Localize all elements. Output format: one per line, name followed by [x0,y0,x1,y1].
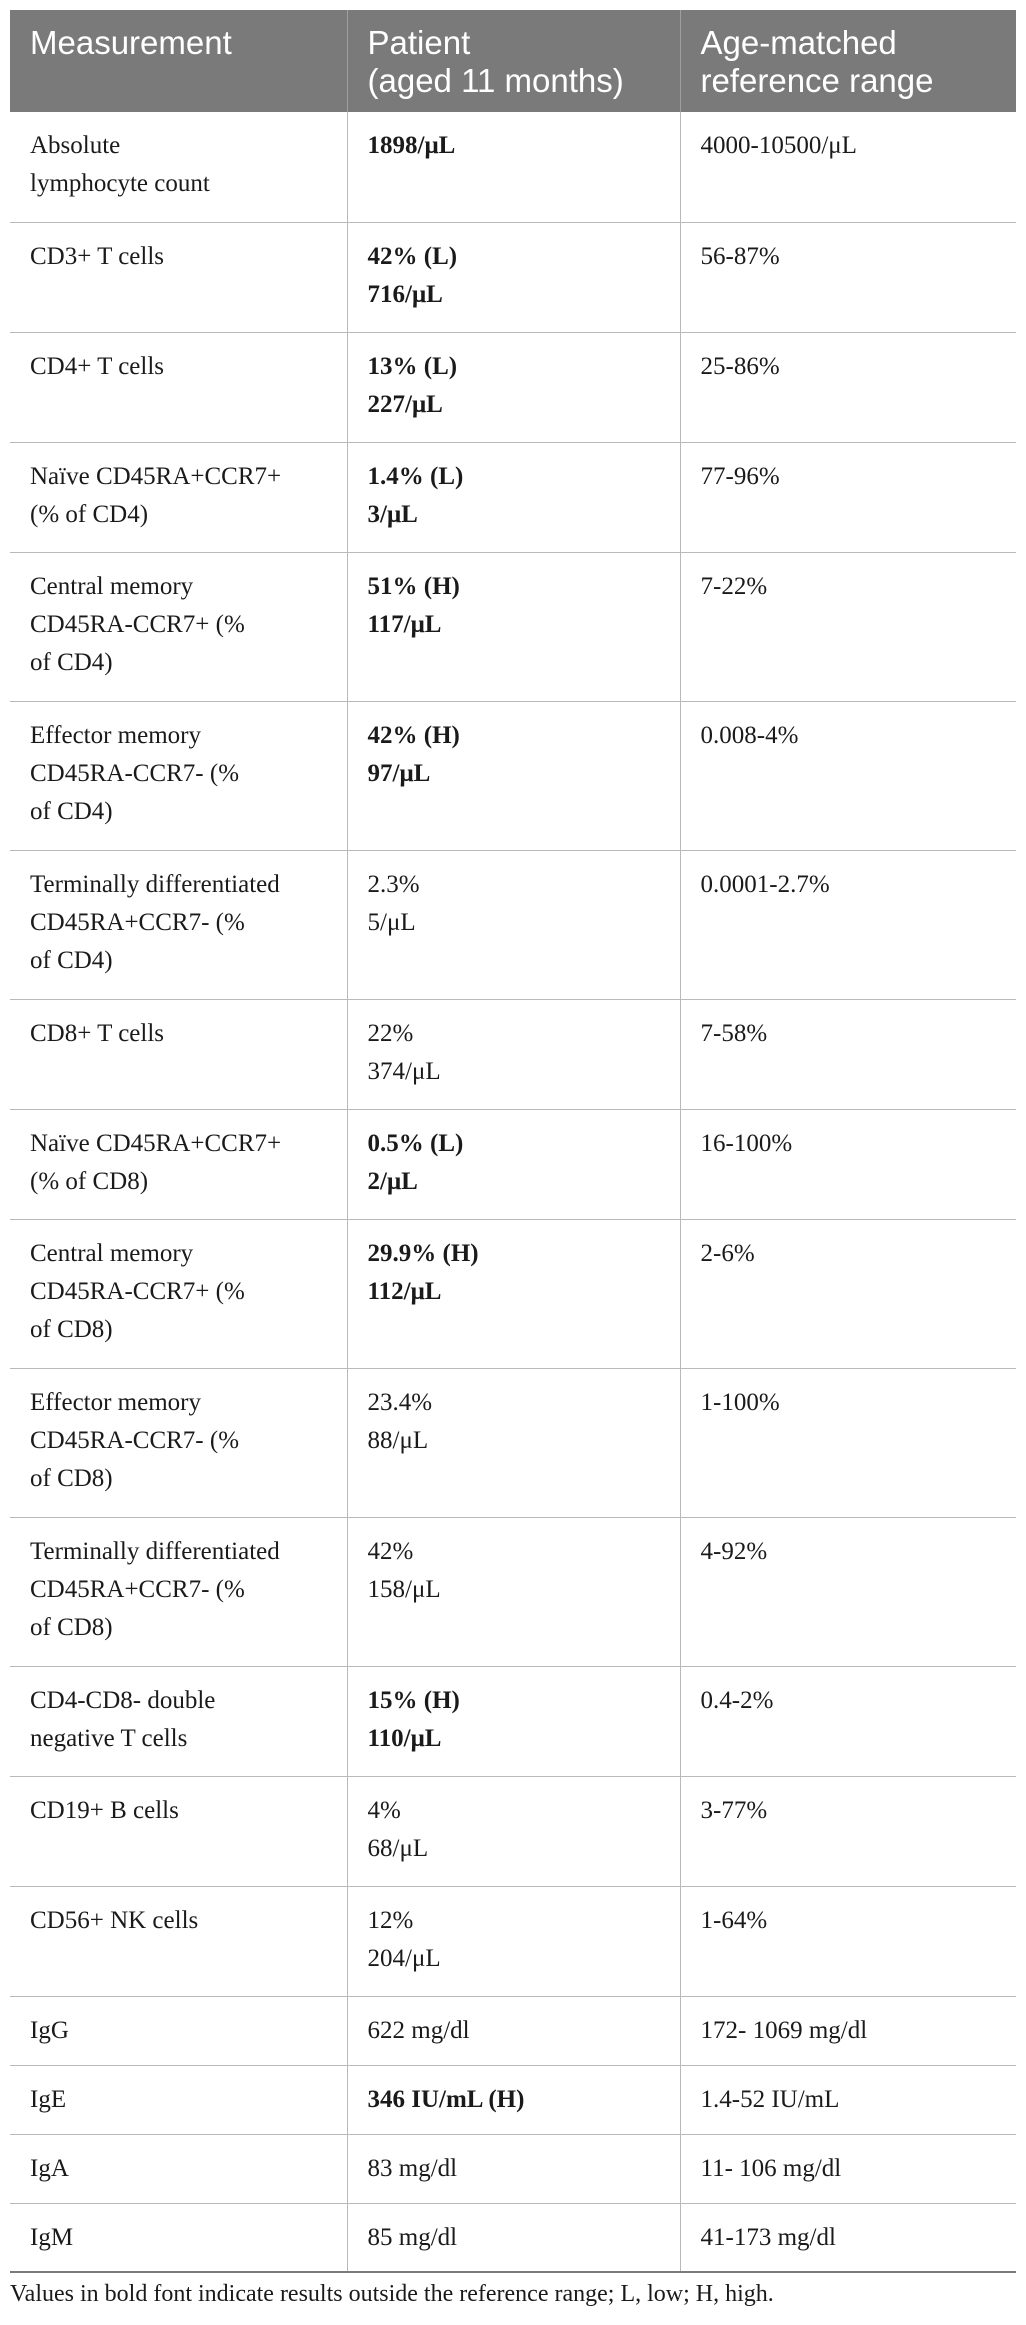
reference-range-value: 172- 1069 mg/dl [700,2016,868,2044]
patient-value: 29.9% (H) [367,1239,479,1267]
table-row [10,1368,1016,1517]
patient-value: 716/μL [367,280,443,308]
table-row [10,1109,1016,1219]
patient-value: 1.4% (L) [367,462,464,490]
measurement-text: CD4-CD8- double [30,1686,216,1714]
reference-range-cell [680,1219,1016,1368]
header-patient-line: (aged 11 months) [367,62,624,99]
header-patient [347,10,680,112]
measurement-text: CD45RA-CCR7+ (% [30,1277,245,1305]
measurement-text: CD8+ T cells [30,1019,165,1047]
header-row [10,10,1016,112]
patient-value-cell [347,1219,680,1368]
measurement-text: (% of CD8) [30,1167,149,1195]
reference-range-value: 0.4-2% [700,1686,774,1714]
patient-value: 83 mg/dl [367,2154,458,2182]
measurement-cell [10,999,347,1109]
measurement-text: Effector memory [30,1388,201,1416]
reference-range-value: 7-58% [700,1019,768,1047]
header-reference-line: reference range [700,62,934,99]
patient-value-cell [347,112,680,222]
measurement-text: negative T cells [30,1724,188,1752]
measurement-cell [10,222,347,332]
patient-value: 42% (H) [367,721,460,749]
measurement-cell [10,2134,347,2203]
patient-value: 68/μL [367,1834,429,1862]
table-row [10,2203,1016,2272]
patient-value: 227/μL [367,390,443,418]
patient-value: 12% [367,1906,414,1934]
measurement-text: CD45RA+CCR7- (% [30,1575,245,1603]
immunology-results-table [10,10,1016,2273]
reference-range-cell [680,2065,1016,2134]
patient-value: 622 mg/dl [367,2016,470,2044]
header-reference-range [680,10,1016,112]
reference-range-value: 3-77% [700,1796,768,1824]
reference-range-cell [680,2134,1016,2203]
measurement-cell [10,850,347,999]
patient-value: 346 IU/mL (H) [367,2085,525,2113]
reference-range-cell [680,1666,1016,1776]
table-row [10,1886,1016,1996]
measurement-text: CD45RA+CCR7- (% [30,908,245,936]
measurement-text: lymphocyte count [30,170,210,197]
reference-range-value: 1-64% [700,1906,768,1934]
table-row [10,999,1016,1109]
patient-value-cell [347,2134,680,2203]
table-row [10,2134,1016,2203]
table-row [10,1219,1016,1368]
patient-value: 85 mg/dl [367,2223,458,2251]
measurement-text: IgM [30,2223,74,2251]
reference-range-cell [680,1886,1016,1996]
table-row [10,332,1016,442]
table-header [10,10,1016,112]
measurement-text: of CD8) [30,1464,113,1492]
table-row [10,1517,1016,1666]
reference-range-value: 0.0001-2.7% [700,870,830,898]
measurement-text: of CD8) [30,1613,113,1641]
reference-range-cell [680,442,1016,552]
table-row [10,850,1016,999]
measurement-text: Central memory [30,572,194,600]
reference-range-value: 2-6% [700,1239,755,1267]
patient-value: 158/μL [367,1575,441,1603]
table-row [10,701,1016,850]
measurement-text: Terminally differentiated [30,870,280,898]
patient-value-cell [347,850,680,999]
patient-value: 112/μL [367,1277,442,1305]
reference-range-value: 41-173 mg/dl [700,2223,836,2251]
patient-value: 51% (H) [367,572,460,600]
reference-range-cell [680,1517,1016,1666]
measurement-text: CD19+ B cells [30,1796,179,1824]
reference-range-value: 11- 106 mg/dl [700,2154,842,2182]
measurement-cell [10,442,347,552]
reference-range-cell [680,850,1016,999]
patient-value: 1898/μL [367,132,456,159]
patient-value: 42% [367,1537,414,1565]
patient-value: 42% (L) [367,242,458,270]
reference-range-value: 4000-10500/μL [700,132,857,159]
patient-value: 2/μL [367,1167,418,1195]
measurement-text: Effector memory [30,721,201,749]
table-row [10,1776,1016,1886]
patient-value-cell [347,222,680,332]
measurement-text: CD45RA-CCR7- (% [30,759,240,787]
table-row [10,222,1016,332]
patient-value-cell [347,552,680,701]
measurement-cell [10,701,347,850]
patient-value: 2.3% [367,870,420,898]
patient-value: 374/μL [367,1057,441,1085]
table-body [10,112,1016,2272]
reference-range-cell [680,1996,1016,2065]
patient-value: 22% [367,1019,414,1047]
patient-value: 5/μL [367,908,416,936]
reference-range-value: 77-96% [700,462,780,490]
patient-value-cell [347,1368,680,1517]
measurement-text: CD56+ NK cells [30,1906,199,1934]
patient-value: 97/μL [367,759,431,787]
measurement-text: of CD4) [30,946,113,974]
table-row [10,442,1016,552]
reference-range-value: 56-87% [700,242,780,270]
reference-range-cell [680,701,1016,850]
results-table-container [10,10,1016,2308]
measurement-cell [10,112,347,222]
reference-range-cell [680,2203,1016,2272]
table-row [10,112,1016,222]
header-reference-line: Age-matched [700,24,897,61]
measurement-cell [10,1368,347,1517]
measurement-cell [10,552,347,701]
measurement-text: Terminally differentiated [30,1537,280,1565]
table-row [10,2065,1016,2134]
measurement-cell [10,2203,347,2272]
measurement-text: (% of CD4) [30,500,149,528]
patient-value: 13% (L) [367,352,458,380]
reference-range-value: 0.008-4% [700,721,799,749]
reference-range-value: 25-86% [700,352,780,380]
patient-value-cell [347,2203,680,2272]
measurement-text: CD45RA-CCR7+ (% [30,610,245,638]
measurement-text: Absolute [30,132,121,159]
measurement-text: CD45RA-CCR7- (% [30,1426,240,1454]
patient-value-cell [347,1666,680,1776]
reference-range-cell [680,1776,1016,1886]
measurement-text: CD4+ T cells [30,352,165,380]
patient-value-cell [347,999,680,1109]
header-patient-line: Patient [367,24,471,61]
reference-range-cell [680,222,1016,332]
patient-value: 88/μL [367,1426,429,1454]
reference-range-cell [680,552,1016,701]
header-measurement: Measurement [10,10,347,112]
measurement-cell [10,1886,347,1996]
reference-range-value: 7-22% [700,572,768,600]
measurement-cell [10,1666,347,1776]
patient-value-cell [347,1886,680,1996]
reference-range-value: 1.4-52 IU/mL [700,2085,840,2113]
measurement-cell [10,2065,347,2134]
patient-value: 204/μL [367,1944,441,1972]
patient-value: 0.5% (L) [367,1129,464,1157]
measurement-cell [10,1517,347,1666]
measurement-text: of CD4) [30,648,113,676]
table-footnote: Values in bold font indicate results outside the reference range; L, low; H, high. [10,2281,774,2307]
reference-range-value: 1-100% [700,1388,780,1416]
measurement-cell [10,1219,347,1368]
reference-range-cell [680,999,1016,1109]
patient-value: 4% [367,1796,401,1824]
patient-value: 117/μL [367,610,442,638]
patient-value-cell [347,701,680,850]
measurement-text: IgA [30,2154,69,2182]
reference-range-cell [680,1368,1016,1517]
patient-value-cell [347,2065,680,2134]
reference-range-value: 4-92% [700,1537,768,1565]
patient-value: 15% (H) [367,1686,460,1714]
patient-value-cell [347,1517,680,1666]
measurement-cell [10,1996,347,2065]
measurement-text: IgE [30,2085,67,2113]
measurement-text: Central memory [30,1239,194,1267]
reference-range-value: 16-100% [700,1129,793,1157]
measurement-text: of CD4) [30,797,113,825]
measurement-text: CD3+ T cells [30,242,165,270]
patient-value-cell [347,332,680,442]
measurement-text: Naïve CD45RA+CCR7+ [30,462,282,490]
measurement-cell [10,332,347,442]
patient-value: 23.4% [367,1388,433,1416]
measurement-text: Naïve CD45RA+CCR7+ [30,1129,282,1157]
measurement-cell [10,1109,347,1219]
reference-range-cell [680,332,1016,442]
patient-value: 3/μL [367,500,418,528]
patient-value-cell [347,1776,680,1886]
measurement-text: of CD8) [30,1315,113,1343]
patient-value-cell [347,1996,680,2065]
table-row [10,1666,1016,1776]
measurement-cell [10,1776,347,1886]
patient-value: 110/μL [367,1724,442,1752]
table-row [10,1996,1016,2065]
patient-value-cell [347,1109,680,1219]
table-row [10,552,1016,701]
reference-range-cell [680,112,1016,222]
patient-value-cell [347,442,680,552]
reference-range-cell [680,1109,1016,1219]
measurement-text: IgG [30,2016,69,2044]
